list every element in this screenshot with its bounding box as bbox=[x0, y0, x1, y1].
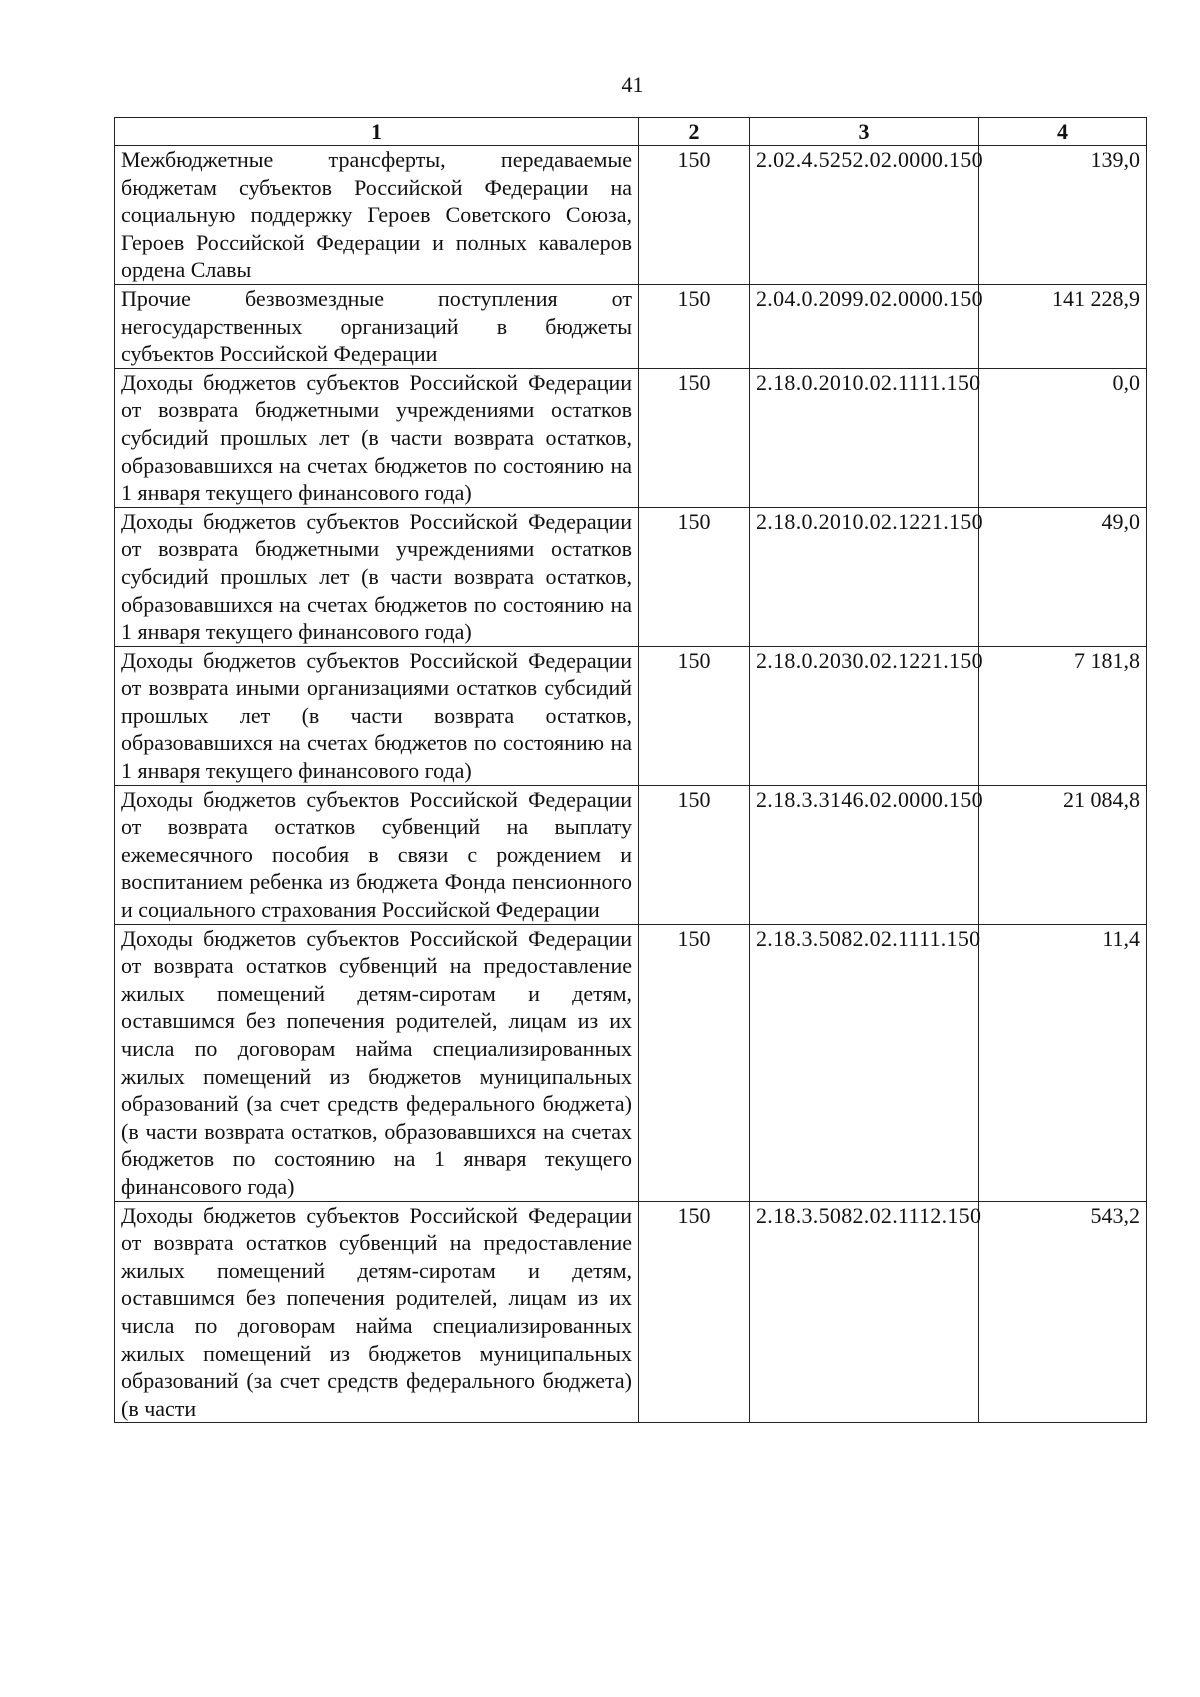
row-admin-code: 150 bbox=[639, 785, 750, 924]
row-amount: 21 084,8 bbox=[979, 785, 1147, 924]
row-admin-code: 150 bbox=[639, 646, 750, 785]
row-description: Межбюджетные трансферты, передаваемые бюджетам субъектов Российской Федерации на социальную поддержку Героев Советского Союза, Героев Российской Федерации и полных кавалеров ордена Славы bbox=[115, 146, 639, 285]
header-col-4: 4 bbox=[979, 118, 1147, 146]
row-admin-code: 150 bbox=[639, 368, 750, 507]
table-row bbox=[115, 785, 1147, 924]
row-amount: 49,0 bbox=[979, 507, 1147, 646]
row-description: Доходы бюджетов субъектов Российской Федерации от возврата остатков субвенций на предоставление жилых помещений детям-сиротам и детям, оставшимся без попечения родителей, лицам из их числа по договорам найма специализированных жилых помещений из бюджетов муниципальных образований (за счет средств федерального бюджета) (в части возврата остатков, образовавшихся на счетах бюджетов по состоянию на 1 января текущего финансового года) bbox=[115, 924, 639, 1201]
row-revenue-code: 2.18.3.3146.02.0000.150 bbox=[750, 785, 979, 924]
row-amount: 139,0 bbox=[979, 146, 1147, 285]
row-description: Доходы бюджетов субъектов Российской Федерации от возврата остатков субвенций на предоставление жилых помещений детям-сиротам и детям, оставшимся без попечения родителей, лицам из их числа по договорам найма специализированных жилых помещений из бюджетов муниципальных образований (за счет средств федерального бюджета) (в части bbox=[115, 1201, 639, 1423]
row-admin-code: 150 bbox=[639, 284, 750, 368]
table-row bbox=[115, 284, 1147, 368]
table-row bbox=[115, 146, 1147, 285]
row-admin-code: 150 bbox=[639, 507, 750, 646]
row-description: Доходы бюджетов субъектов Российской Федерации от возврата иными организациями остатков субсидий прошлых лет (в части возврата остатков, образовавшихся на счетах бюджетов по состоянию на 1 января текущего финансового года) bbox=[115, 646, 639, 785]
header-col-2: 2 bbox=[639, 118, 750, 146]
row-description: Доходы бюджетов субъектов Российской Федерации от возврата бюджетными учреждениями остатков субсидий прошлых лет (в части возврата остатков, образовавшихся на счетах бюджетов по состоянию на 1 января текущего финансового года) bbox=[115, 368, 639, 507]
header-col-1: 1 bbox=[115, 118, 639, 146]
revenue-table bbox=[114, 117, 1147, 1423]
table-body bbox=[115, 146, 1147, 1423]
row-revenue-code: 2.02.4.5252.02.0000.150 bbox=[750, 146, 979, 285]
row-admin-code: 150 bbox=[639, 146, 750, 285]
row-admin-code: 150 bbox=[639, 924, 750, 1201]
table-row bbox=[115, 368, 1147, 507]
row-amount: 141 228,9 bbox=[979, 284, 1147, 368]
row-revenue-code: 2.18.0.2010.02.1111.150 bbox=[750, 368, 979, 507]
row-description: Доходы бюджетов субъектов Российской Федерации от возврата остатков субвенций на выплату ежемесячного пособия в связи с рождением и воспитанием ребенка из бюджета Фонда пенсионного и социального страхования Российской Федерации bbox=[115, 785, 639, 924]
row-amount: 11,4 bbox=[979, 924, 1147, 1201]
row-revenue-code: 2.18.3.5082.02.1111.150 bbox=[750, 924, 979, 1201]
row-amount: 543,2 bbox=[979, 1201, 1147, 1423]
row-revenue-code: 2.04.0.2099.02.0000.150 bbox=[750, 284, 979, 368]
header-col-3: 3 bbox=[750, 118, 979, 146]
table-row bbox=[115, 507, 1147, 646]
row-revenue-code: 2.18.0.2010.02.1221.150 bbox=[750, 507, 979, 646]
header-row bbox=[115, 118, 1147, 146]
row-description: Доходы бюджетов субъектов Российской Федерации от возврата бюджетными учреждениями остатков субсидий прошлых лет (в части возврата остатков, образовавшихся на счетах бюджетов по состоянию на 1 января текущего финансового года) bbox=[115, 507, 639, 646]
table-row bbox=[115, 646, 1147, 785]
page-number: 41 bbox=[621, 72, 644, 97]
row-admin-code: 150 bbox=[639, 1201, 750, 1423]
row-revenue-code: 2.18.3.5082.02.1112.150 bbox=[750, 1201, 979, 1423]
table-row bbox=[115, 1201, 1147, 1423]
table-row bbox=[115, 924, 1147, 1201]
row-revenue-code: 2.18.0.2030.02.1221.150 bbox=[750, 646, 979, 785]
row-amount: 0,0 bbox=[979, 368, 1147, 507]
row-amount: 7 181,8 bbox=[979, 646, 1147, 785]
table-header bbox=[115, 118, 1147, 146]
row-description: Прочие безвозмездные поступления от негосударственных организаций в бюджеты субъектов Российской Федерации bbox=[115, 284, 639, 368]
